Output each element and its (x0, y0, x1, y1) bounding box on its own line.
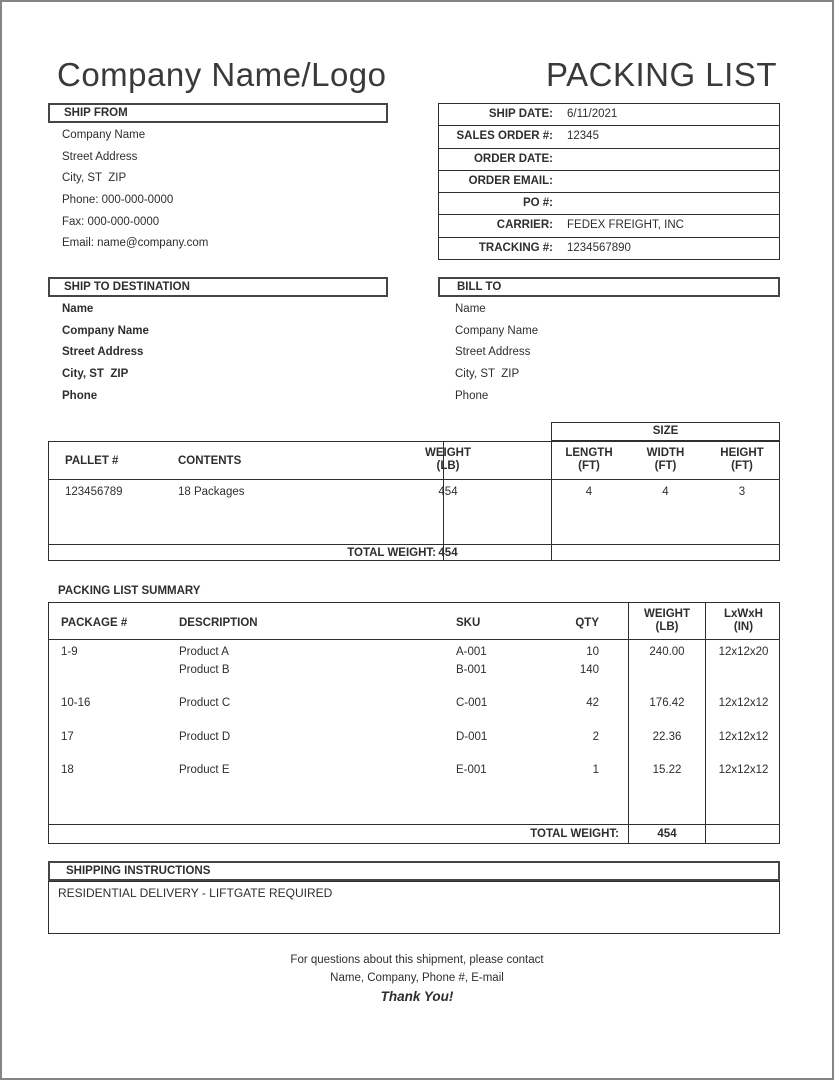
package-number: 10-16 (61, 697, 91, 709)
shipping-instructions-header: SHIPPING INSTRUCTIONS (48, 861, 780, 881)
col-header-weight: WEIGHT (LB) (644, 608, 690, 633)
bill-to-line: Street Address (455, 346, 531, 359)
qty: 140 (579, 664, 599, 676)
bill-to-header: BILL TO (438, 277, 780, 297)
company-name-logo: Company Name/Logo (57, 56, 387, 93)
bill-to-block (455, 299, 538, 407)
footer (0, 951, 834, 1007)
field-label: CARRIER: (496, 219, 553, 232)
col-header-dims: LxWxH (IN) (724, 608, 763, 633)
col-header-pallet: PALLET # (65, 455, 119, 467)
qty: 42 (586, 697, 599, 709)
shipment-info-table (438, 103, 780, 260)
package-number: 1-9 (61, 646, 78, 658)
pallet-width: 4 (662, 486, 669, 498)
field-value: FEDEX FREIGHT, INC (567, 219, 684, 232)
header-divider (49, 479, 779, 481)
pallet-table-grid (48, 441, 780, 561)
weight: 15.22 (652, 764, 682, 776)
field-value: 6/11/2021 (567, 108, 618, 120)
shipment-info-row (439, 238, 779, 259)
ship-to-header: SHIP TO DESTINATION (48, 277, 388, 297)
col-header-description: DESCRIPTION (179, 617, 258, 629)
field-value: 1234567890 (567, 241, 631, 254)
summary-total-label: TOTAL WEIGHT: (530, 828, 619, 840)
col-header-length: LENGTH (FT) (565, 447, 613, 472)
sku: B-001 (456, 664, 487, 676)
dims: 12x12x12 (718, 764, 769, 776)
footer-contact-details: Name, Company, Phone #, E-mail (330, 972, 504, 984)
sku: D-001 (456, 731, 488, 743)
shipment-info-row (439, 171, 779, 193)
pallet-weight: 454 (438, 486, 458, 498)
summary-title: PACKING LIST SUMMARY (58, 585, 201, 597)
col-header-height: HEIGHT (FT) (720, 447, 764, 472)
pallet-table (48, 422, 780, 561)
field-value: 12345 (567, 130, 599, 143)
shipment-info-row (439, 215, 779, 237)
ship-from-header: SHIP FROM (48, 103, 388, 123)
sku: E-001 (456, 764, 487, 776)
dims: 12x12x12 (718, 697, 769, 709)
bill-to-line: Name (455, 303, 486, 315)
col-header-package: PACKAGE # (61, 617, 128, 629)
bill-to-line: City, ST ZIP (455, 368, 520, 381)
description: Product C (179, 697, 231, 709)
weight: 240.00 (649, 646, 685, 658)
pallet-height: 3 (738, 486, 746, 498)
footer-thank-you: Thank You! (380, 989, 454, 1004)
document-title: PACKING LIST (546, 56, 777, 93)
dims: 12x12x20 (718, 646, 769, 658)
qty: 10 (586, 646, 599, 658)
weight: 22.36 (652, 731, 682, 743)
description: Product D (179, 731, 231, 743)
shipment-info-row (439, 104, 779, 126)
col-header-width: WIDTH (FT) (646, 447, 685, 472)
shipment-info-row (439, 149, 779, 171)
ship-from-line: City, ST ZIP (62, 172, 127, 185)
ship-to-line: Phone (62, 389, 98, 402)
weight: 176.42 (649, 697, 685, 709)
bill-to-line: Company Name (455, 324, 539, 337)
summary-table (48, 602, 780, 844)
ship-to-block (62, 299, 149, 407)
ship-from-line: Street Address (62, 150, 138, 163)
ship-from-line: Phone: 000-000-0000 (62, 194, 174, 207)
shipment-info-row (439, 193, 779, 215)
col-header-sku: SKU (456, 617, 481, 629)
field-label: SHIP DATE: (488, 108, 553, 120)
sku: C-001 (456, 697, 488, 709)
field-label: SALES ORDER #: (456, 130, 553, 143)
ship-from-line: Company Name (62, 129, 146, 141)
pallet-total-label: TOTAL WEIGHT: (347, 547, 436, 559)
ship-from-line: Email: name@company.com (62, 237, 209, 250)
package-number: 18 (61, 764, 74, 776)
header-divider (49, 639, 779, 641)
qty: 2 (592, 731, 599, 743)
pallet-total-value: 454 (438, 547, 458, 559)
pallet-contents: 18 Packages (178, 486, 245, 498)
ship-to-line: Company Name (62, 324, 149, 337)
package-number: 17 (61, 731, 74, 743)
ship-from-line: Fax: 000-000-0000 (62, 215, 160, 228)
col-header-contents: CONTENTS (178, 455, 242, 467)
sku: A-001 (456, 646, 487, 658)
bill-to-line: Phone (455, 389, 489, 402)
ship-to-line: Street Address (62, 346, 144, 359)
shipping-instructions-body: RESIDENTIAL DELIVERY - LIFTGATE REQUIRED (48, 881, 780, 934)
size-group-header: SIZE (551, 422, 780, 441)
ship-to-line: City, ST ZIP (62, 368, 129, 381)
dims: 12x12x12 (718, 731, 769, 743)
summary-total-value: 454 (657, 828, 677, 840)
footer-contact-line: For questions about this shipment, please contact (290, 954, 544, 966)
field-label: ORDER EMAIL: (468, 174, 553, 187)
col-header-weight: WEIGHT (LB) (425, 447, 471, 472)
col-header-qty: QTY (575, 617, 599, 629)
description: Product E (179, 764, 230, 776)
description: Product B (179, 664, 230, 676)
ship-to-line: Name (62, 303, 94, 315)
pallet-number: 123456789 (65, 486, 123, 498)
field-label: ORDER DATE: (473, 152, 553, 165)
field-label: TRACKING #: (478, 241, 553, 254)
qty: 1 (592, 764, 599, 776)
description: Product A (179, 646, 229, 658)
shipment-info-row (439, 126, 779, 148)
field-label: PO #: (522, 197, 553, 210)
pallet-length: 4 (585, 486, 593, 498)
ship-from-block (62, 125, 208, 255)
